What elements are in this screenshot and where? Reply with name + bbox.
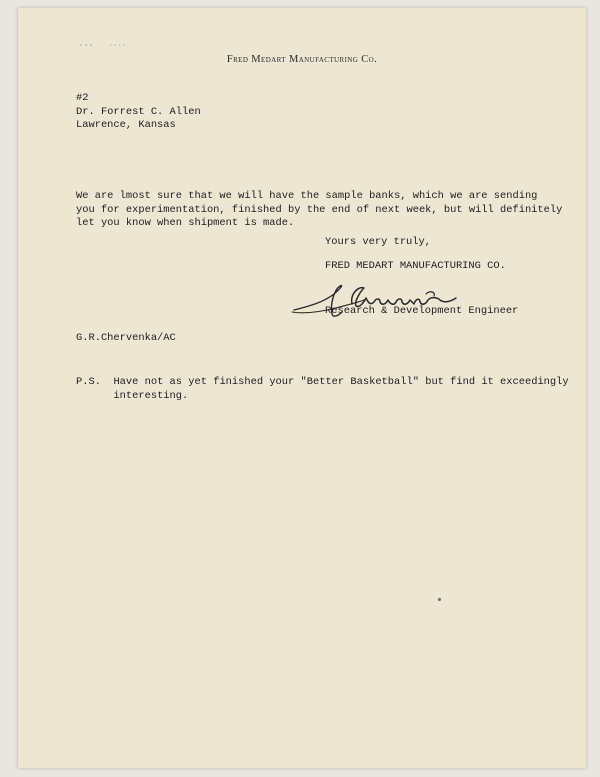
recipient-city: Lawrence, Kansas (76, 119, 176, 132)
letter-number: #2 (76, 92, 89, 104)
postscript-line: Have not as yet finished your "Better Basketball" but find it exceedingly (113, 376, 569, 388)
recipient-name: Dr. Forrest C. Allen (76, 105, 201, 118)
firm-name: FRED MEDART MANUFACTURING CO. (325, 260, 506, 272)
postscript-line: interesting. (113, 389, 189, 402)
body-line: you for experimentation, finished by the end of next week, but will definitely (76, 203, 563, 216)
paper-speck (438, 598, 441, 601)
reference-initials: G.R.Chervenka/AC (76, 332, 176, 344)
postscript-label: P.S. (76, 376, 101, 388)
closing: Yours very truly, (325, 236, 432, 248)
body-line: We are lmost sure that we will have the sample banks, which we are sending (76, 190, 538, 202)
letterhead: Fred Medart Manufacturing Co. (226, 54, 378, 65)
signer-title: Research & Development Engineer (325, 305, 519, 317)
letter-body (76, 190, 562, 231)
postscript (76, 376, 569, 403)
body-line: let you know when shipment is made. (76, 217, 295, 230)
recipient-address (76, 92, 201, 133)
pencil-mark (78, 42, 130, 48)
letter-page (18, 8, 586, 768)
